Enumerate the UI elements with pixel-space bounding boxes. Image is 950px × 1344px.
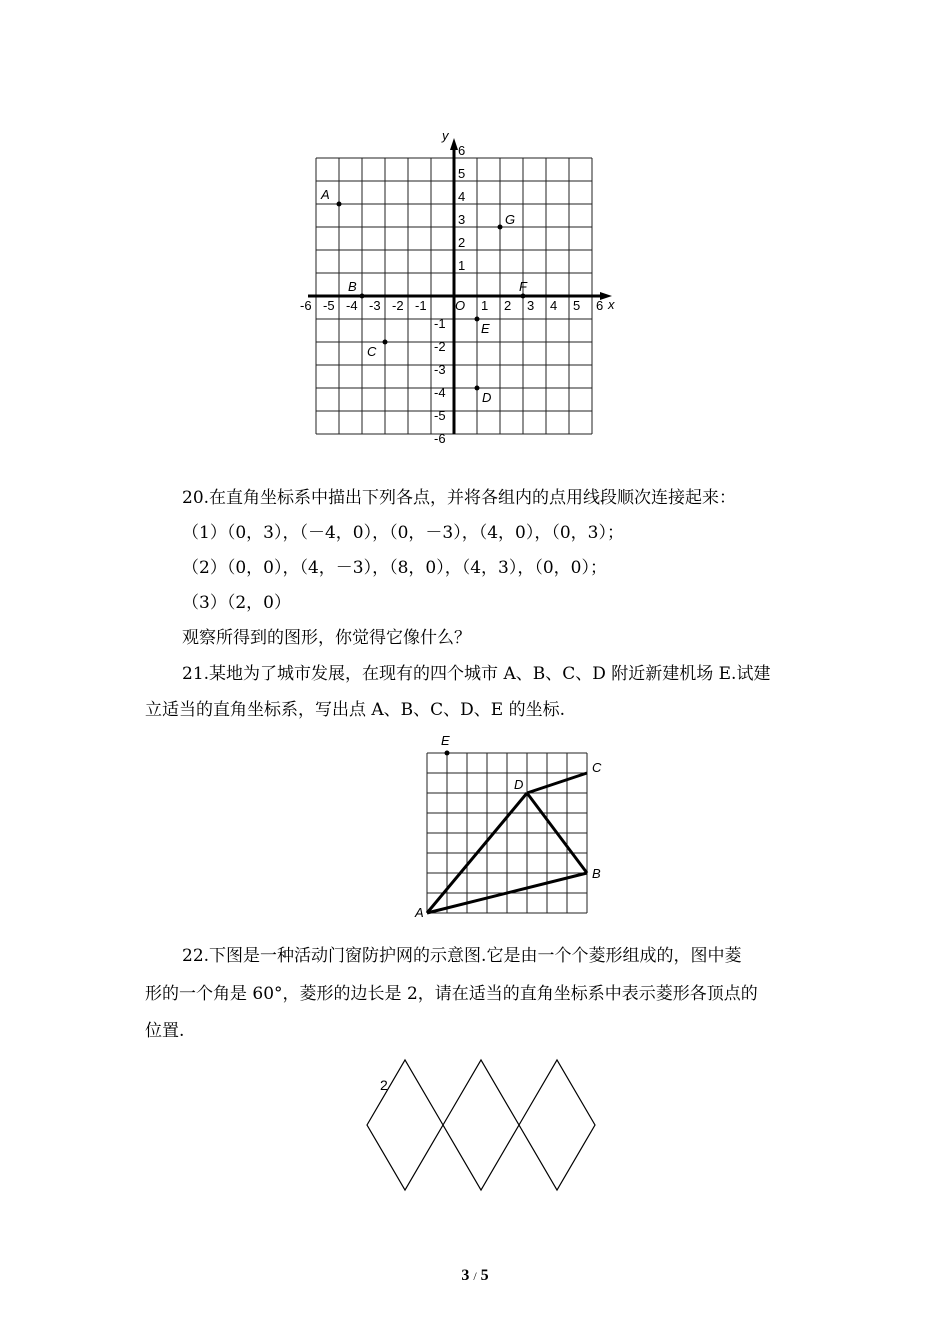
x-tick-label: -3 (369, 298, 381, 313)
point-g (498, 225, 503, 230)
page-separator: / (473, 1269, 477, 1283)
x-tick-label: 3 (527, 298, 535, 313)
x-tick-label: 5 (573, 298, 581, 313)
q21-line2: 立适当的直角坐标系，写出点 A、B、C、D、E 的坐标. (145, 700, 566, 720)
x-tick-label: 1 (481, 298, 489, 313)
city-label-b: B (592, 866, 601, 881)
q20-stem: 20.在直角坐标系中描出下列各点，并将各组内的点用线段顺次连接起来： (182, 488, 737, 508)
x-tick-label: -5 (323, 298, 335, 313)
rhombus (367, 1060, 443, 1190)
x-tick-label: -4 (346, 298, 358, 313)
point-label-g: G (505, 212, 516, 227)
x-tick-label: -1 (415, 298, 427, 313)
y-tick-label: 1 (458, 258, 466, 273)
point-d (475, 386, 480, 391)
y-tick-label: -3 (434, 362, 446, 377)
point-label-f: F (519, 279, 527, 294)
y-axis-label: y (442, 128, 449, 143)
q20-line1: （1）（0，3），（－4，0），（0，－3），（4，0），（0，3）； (182, 523, 624, 543)
y-tick-label: 4 (458, 189, 466, 204)
origin-label: O (455, 298, 466, 313)
y-tick-label: 3 (458, 212, 466, 227)
x-tick-label: -6 (300, 298, 312, 313)
point-label-a: A (321, 187, 330, 202)
city-grid-svg (405, 735, 620, 920)
q20-line3: （3）（2，0） (182, 593, 291, 613)
side-length-label: 2 (380, 1077, 388, 1093)
x-tick-label: -2 (392, 298, 404, 313)
page-total: 5 (480, 1267, 489, 1284)
q22-line1: 22.下图是一种活动门窗防护网的示意图.它是由一个个菱形组成的，图中菱 (182, 946, 742, 966)
city-label-a: A (415, 905, 424, 920)
point-a (337, 202, 342, 207)
point-e (475, 317, 480, 322)
y-tick-label: -1 (434, 316, 446, 331)
point-c (383, 340, 388, 345)
x-tick-label: 2 (504, 298, 512, 313)
y-axis-arrow (450, 138, 458, 150)
coordinate-grid-svg (300, 120, 640, 450)
point-label-c: C (367, 344, 377, 359)
point-label-e: E (481, 321, 490, 336)
segment-dc (527, 773, 587, 793)
coordinate-grid-figure (300, 120, 640, 450)
y-tick-label: -6 (434, 431, 446, 446)
point-label-d: D (482, 390, 492, 405)
page-number: 3 (461, 1267, 470, 1284)
point-f (521, 294, 526, 299)
rhombus (443, 1060, 519, 1190)
rhombus-net-svg (355, 1055, 605, 1200)
y-tick-label: 5 (458, 166, 466, 181)
city-label-e: E (441, 735, 450, 748)
q21-line1: 21.某地为了城市发展，在现有的四个城市 A、B、C、D 附近新建机场 E.试建 (182, 664, 771, 684)
rhombus-net-figure (355, 1055, 605, 1200)
x-tick-label: 6 (596, 298, 604, 313)
point-label-b: B (348, 279, 357, 294)
y-tick-label: 2 (458, 235, 466, 250)
point-e (445, 751, 450, 756)
city-label-c: C (592, 760, 602, 775)
q22-line2: 形的一个角是 60°，菱形的边长是 2，请在适当的直角坐标系中表示菱形各顶点的 (145, 984, 758, 1004)
y-tick-label: 6 (458, 143, 466, 158)
x-tick-label: 4 (550, 298, 558, 313)
q20-question: 观察所得到的图形，你觉得它像什么？ (182, 628, 471, 648)
city-label-d: D (514, 777, 524, 792)
point-b (360, 294, 365, 299)
q20-line2: （2）（0，0），（4，－3），（8，0），（4，3），（0，0）； (182, 558, 607, 578)
page-footer (0, 1267, 950, 1285)
y-tick-label: -2 (434, 339, 446, 354)
y-tick-label: -4 (434, 385, 446, 400)
city-grid-figure (405, 735, 620, 920)
rhombus (519, 1060, 595, 1190)
x-axis-label: x (608, 297, 615, 312)
y-tick-label: -5 (434, 408, 446, 423)
q22-line3: 位置. (145, 1021, 185, 1041)
